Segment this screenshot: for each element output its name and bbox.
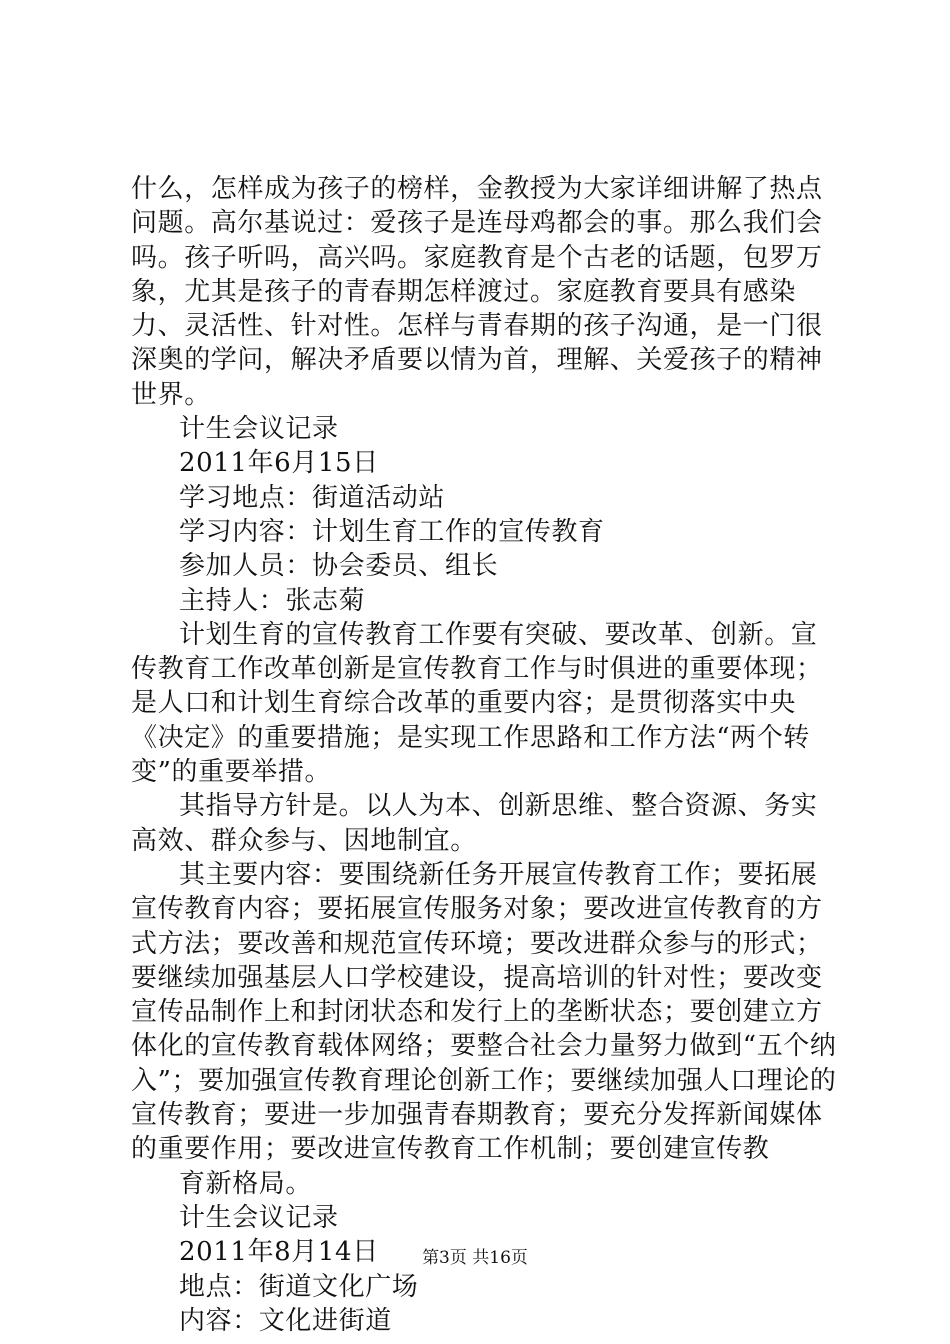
paragraph-parenting-lecture: 什么，怎样成为孩子的榜样，金教授为大家详细讲解了热点问题。高尔基说过：爱孩子是连母鸡都会的事。那么我们会吗。孩子听吗，高兴吗。家庭教育是个古老的话题，包罗万象，尤其是孩子的青春期怎样渡过。家庭教育要具有感染力、灵活性、针对性。怎样与青春期的孩子沟通，是一门很深奥的学问，解决矛盾要以情为首，理解、关爱孩子的精神世界。 — [131, 174, 823, 410]
paragraph-new-pattern: 育新格局。 — [179, 1168, 313, 1199]
paragraph-reform-innovation: 计划生育的宣传教育工作要有突破、要改革、创新。宣传教育工作改革创新是宣传教育工作与时俱进的重要体现；是人口和计划生育综合改革的重要内容；是贯彻落实中央《决定》的重要措施；是实现工作思路和工作方法“两个转变”的重要举措。 — [131, 619, 823, 788]
paragraph-main-content: 其主要内容：要围绕新任务开展宣传教育工作；要拓展宣传教育内容；要拓展宣传服务对象；要改进宣传教育的方式方法；要改善和规范宣传环境；要改进群众参与的形式；要继续加强基层人口学校建设，提高培训的针对性；要改变宣传品制作上和封闭状态和发行上的垄断状态；要创建立方体化的宣传教育载体网络；要整合社会力量努力做到“五个纳入”；要加强宣传教育理论创新工作；要继续加强人口理论的宣传教育；要进一步加强青春期教育；要充分发挥新闻媒体的重要作用；要改进宣传教育工作机制；要创建宣传教 — [131, 859, 837, 1165]
meeting-topic-1: 学习内容：计划生育工作的宣传教育 — [179, 516, 605, 547]
meeting-date-2: 2011年8月14日 — [179, 1237, 379, 1268]
meeting-host-1: 主持人：张志菊 — [179, 585, 366, 616]
meeting-date-1: 2011年6月15日 — [179, 448, 379, 479]
document-body — [131, 172, 843, 1338]
page-number-footer: 第3页 共16页 — [422, 1248, 528, 1268]
meeting-topic-2: 内容：文化进街道 — [179, 1305, 392, 1336]
meeting-attendees-1: 参加人员：协会委员、组长 — [179, 551, 499, 582]
meeting-location-1: 学习地点：街道活动站 — [179, 482, 446, 513]
meeting-location-2: 地点：街道文化广场 — [179, 1271, 419, 1302]
meeting-title-2: 计生会议记录 — [179, 1202, 339, 1233]
meeting-title-1: 计生会议记录 — [179, 414, 339, 445]
paragraph-guiding-principles: 其指导方针是。以人为本、创新思维、整合资源、务实高效、群众参与、因地制宜。 — [131, 791, 818, 856]
